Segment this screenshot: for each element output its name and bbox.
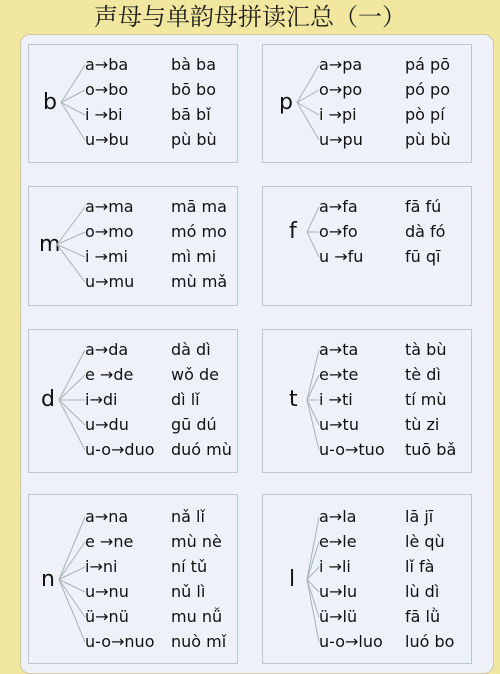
pinyin-reading: wǒ de xyxy=(171,365,219,384)
pinyin-reading: tù zi xyxy=(405,415,440,434)
connector-line xyxy=(297,103,319,141)
pinyin-reading: luó bo xyxy=(405,632,455,651)
connector-line xyxy=(297,65,319,103)
connector-line xyxy=(57,245,85,283)
spelling-equation: u-o→nuo xyxy=(85,632,155,651)
spelling-equation: u→nu xyxy=(85,582,129,601)
spelling-equation: u→mu xyxy=(85,272,135,291)
spelling-equation: e →ne xyxy=(85,532,134,551)
panel-t xyxy=(262,329,472,473)
connector-line xyxy=(307,350,319,400)
spelling-equation: a→na xyxy=(85,507,129,526)
panel-f xyxy=(262,186,472,306)
initial-letter: p xyxy=(279,89,293,115)
spelling-equation: o→po xyxy=(319,80,363,99)
spelling-equation: i →pi xyxy=(319,105,357,124)
spelling-equation: a→fa xyxy=(319,197,358,216)
spelling-equation: u→pu xyxy=(319,130,363,149)
page-title: 声母与单韵母拼读汇总（一） xyxy=(94,3,406,31)
pinyin-reading: bà ba xyxy=(171,55,217,74)
spelling-equation: u-o→luo xyxy=(319,632,383,651)
connector-line xyxy=(307,375,319,400)
panel-p xyxy=(262,44,472,163)
initial-letter: f xyxy=(289,219,297,244)
pinyin-reading: mó mo xyxy=(171,222,227,241)
pinyin-reading: duó mù xyxy=(171,440,232,459)
pinyin-reading: fā lǜ xyxy=(405,607,441,626)
pinyin-reading: fā fú xyxy=(405,197,442,216)
initial-letter: m xyxy=(39,231,61,257)
spelling-equation: e→le xyxy=(319,532,357,551)
connector-line xyxy=(307,400,319,450)
panel-m xyxy=(28,186,238,306)
pinyin-reading: tí mù xyxy=(405,390,447,409)
connector-line xyxy=(59,400,85,425)
pinyin-reading: lù dì xyxy=(405,582,440,601)
spelling-equation: o→fo xyxy=(319,222,358,241)
pinyin-reading: mù mǎ xyxy=(171,272,228,291)
initial-letter: t xyxy=(289,387,298,412)
panel-d xyxy=(28,329,238,473)
connector-line xyxy=(59,350,85,400)
spelling-equation: ü→lü xyxy=(319,607,358,626)
pinyin-reading: dì lǐ xyxy=(171,390,200,409)
spelling-equation: a→ta xyxy=(319,340,359,359)
connector-line xyxy=(307,232,319,257)
initial-letter: d xyxy=(41,387,55,412)
connector-lines xyxy=(263,187,473,307)
connector-line xyxy=(61,103,85,141)
pinyin-reading: mù nè xyxy=(171,532,222,551)
spelling-equation: u-o→duo xyxy=(85,440,155,459)
spelling-equation: i→ni xyxy=(85,557,118,576)
pinyin-reading: bō bo xyxy=(171,80,216,99)
pinyin-reading: pò pí xyxy=(405,105,445,124)
pinyin-reading: tuō bǎ xyxy=(405,440,457,459)
spelling-equation: u→tu xyxy=(319,415,359,434)
spelling-equation: i →ti xyxy=(319,390,353,409)
initial-letter: b xyxy=(43,89,57,115)
pinyin-reading: bā bǐ xyxy=(171,105,211,124)
spelling-equation: o→bo xyxy=(85,80,129,99)
initial-letter: l xyxy=(289,566,296,592)
pinyin-reading: nǎ lǐ xyxy=(171,507,205,526)
spelling-equation: ü→nü xyxy=(85,607,129,626)
pinyin-reading: ní tǔ xyxy=(171,557,208,576)
spelling-equation: a→da xyxy=(85,340,129,359)
pinyin-reading: dà fó xyxy=(405,222,446,241)
pinyin-reading: tà bù xyxy=(405,340,447,359)
pinyin-reading: tè dì xyxy=(405,365,441,384)
spelling-equation: i →bi xyxy=(85,105,123,124)
pinyin-reading: nuò mǐ xyxy=(171,632,227,651)
initial-letter: n xyxy=(41,566,55,592)
pinyin-reading: mā ma xyxy=(171,197,227,216)
spelling-equation: u→bu xyxy=(85,130,129,149)
spelling-equation: i →li xyxy=(319,557,351,576)
spelling-equation: u →fu xyxy=(319,247,364,266)
pinyin-reading: pó po xyxy=(405,80,450,99)
spelling-equation: a→la xyxy=(319,507,357,526)
spelling-equation: e→te xyxy=(319,365,359,384)
pinyin-reading: pá pō xyxy=(405,55,450,74)
spelling-equation: e →de xyxy=(85,365,134,384)
spelling-equation: o→mo xyxy=(85,222,134,241)
pinyin-reading: mì mi xyxy=(171,247,217,266)
pinyin-reading: nǔ lì xyxy=(171,582,206,601)
pinyin-reading: mu nǚ xyxy=(171,607,223,626)
spelling-equation: u-o→tuo xyxy=(319,440,385,459)
panel-b xyxy=(28,44,238,163)
spelling-equation: i →mi xyxy=(85,247,128,266)
panel-n xyxy=(28,494,238,664)
connector-line xyxy=(59,375,85,400)
pinyin-reading: dà dì xyxy=(171,340,211,359)
connector-line xyxy=(59,400,85,450)
pinyin-reading: fū qī xyxy=(405,247,441,266)
spelling-equation: a→ba xyxy=(85,55,129,74)
connector-line xyxy=(57,207,85,245)
spelling-equation: a→pa xyxy=(319,55,363,74)
spelling-equation: a→ma xyxy=(85,197,134,216)
pinyin-reading: pù bù xyxy=(405,130,451,149)
pinyin-reading: lǐ fà xyxy=(405,557,435,576)
spelling-equation: i→di xyxy=(85,390,118,409)
pinyin-reading: gū dú xyxy=(171,415,217,434)
connector-line xyxy=(307,207,319,232)
pinyin-reading: lā jī xyxy=(405,507,434,526)
connector-line xyxy=(307,400,319,425)
connector-line xyxy=(61,65,85,103)
pinyin-reading: lè qù xyxy=(405,532,445,551)
pinyin-reading: pù bù xyxy=(171,130,217,149)
panel-l xyxy=(262,494,472,664)
spelling-equation: u→du xyxy=(85,415,129,434)
spelling-equation: u→lu xyxy=(319,582,358,601)
